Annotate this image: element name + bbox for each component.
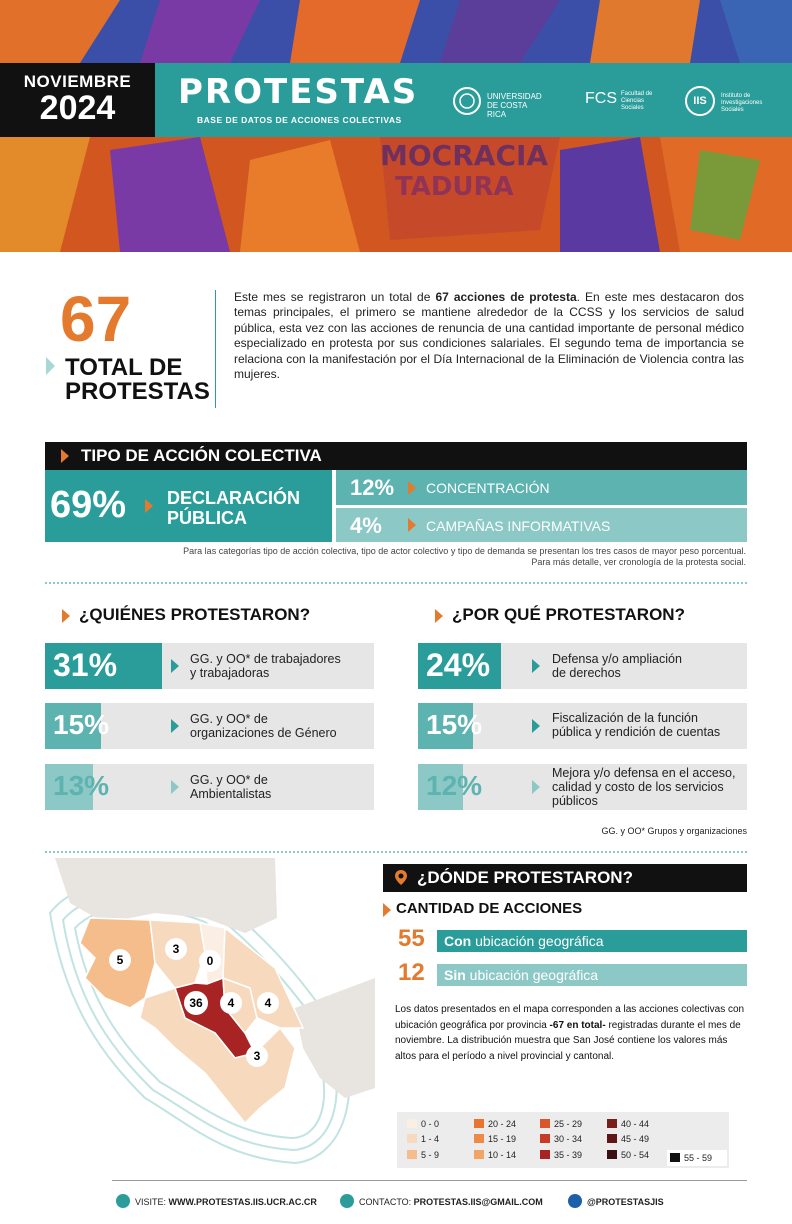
porque-arrow-icon: [435, 609, 443, 623]
tipo-second-pct: 12%: [350, 475, 395, 500]
legend-swatch-3: [474, 1119, 484, 1128]
porque-bar-3-text: [552, 766, 735, 808]
tipo-third-box: [336, 508, 747, 542]
date-box: [0, 63, 155, 137]
legend-item-12: [667, 1150, 727, 1166]
porque-bar-2-arrow-icon: [532, 719, 540, 733]
legend-swatch-6: [540, 1119, 550, 1128]
legend-label-4: 15 - 19: [488, 1134, 517, 1144]
legend-label-3: 20 - 24: [488, 1119, 517, 1129]
legend-item-10: [607, 1134, 649, 1144]
tipo-arrow-icon: [61, 449, 69, 463]
banner-text-1: MOCRACIA: [380, 139, 549, 172]
tipo-main-pct: 69%: [50, 484, 127, 526]
map-value-puntarenas: 3: [253, 1049, 261, 1063]
quienes-bar-3-arrow-icon: [171, 780, 179, 794]
sin-ubicacion-bar: [437, 964, 747, 986]
mail-icon: [340, 1194, 354, 1208]
tipo-note: [46, 546, 746, 568]
tipo-second-label: CONCENTRACIÓN: [426, 480, 550, 496]
quienes-bar-3-line-2: Ambientalistas: [190, 787, 272, 801]
porque-title: ¿POR QUÉ PROTESTARON?: [452, 605, 685, 624]
map-value-alajuela: 3: [172, 942, 180, 956]
tipo-third-label: CAMPAÑAS INFORMATIVAS: [426, 518, 611, 534]
ucr-logo: [452, 86, 482, 121]
legend-label-2: 5 - 9: [421, 1150, 440, 1160]
legend-item-5: [474, 1150, 516, 1160]
legend-label-0: 0 - 0: [421, 1119, 440, 1129]
legend-label-8: 35 - 39: [554, 1150, 583, 1160]
legend-item-6: [540, 1119, 582, 1129]
footer-visit-label: VISITE:: [135, 1197, 169, 1207]
quienes-bar-1-arrow-icon: [171, 659, 179, 673]
legend-label-12: 55 - 59: [684, 1153, 713, 1163]
porque-bar-3-line-3: públicos: [552, 794, 598, 808]
quienes-bar-2-pct: 15%: [53, 709, 110, 740]
protestas-logo-title: PROTESTAS: [178, 72, 419, 112]
legend-swatch-2: [407, 1150, 417, 1159]
legend-swatch-1: [407, 1134, 417, 1143]
legend-item-2: [407, 1150, 439, 1160]
intro-text-pre: Este mes se registraron un total de: [234, 290, 436, 304]
tipo-second-arrow-icon: [408, 481, 416, 495]
legend-swatch-0: [407, 1119, 417, 1128]
section-divider-1: [45, 582, 747, 584]
quienes-bar-2-line-1: GG. y OO* de: [190, 712, 268, 726]
con-ubicacion-bar: [437, 930, 747, 952]
ucr-seal-icon: [452, 86, 482, 116]
map-description-bold: -67 en total-: [549, 1019, 606, 1031]
footer-website[interactable]: [116, 1194, 317, 1208]
quienes-bar-3-text: [190, 773, 271, 801]
porque-bar-2-text: [552, 711, 720, 739]
legend-label-9: 40 - 44: [621, 1119, 650, 1129]
legend-label-5: 10 - 14: [488, 1150, 517, 1160]
legend-item-8: [540, 1150, 582, 1160]
map-value-limon: 4: [264, 996, 272, 1010]
quienes-bar-3: [45, 764, 374, 810]
donde-section-header: [383, 864, 747, 892]
porque-bar-3: [418, 764, 747, 810]
year-label: 2024: [39, 89, 116, 127]
legend-label-10: 45 - 49: [621, 1134, 650, 1144]
location-pin-icon: [393, 869, 409, 887]
footer-contact-label: CONTACTO:: [359, 1197, 414, 1207]
tipo-note-line-2: Para más detalle, ver cronología de la protesta social.: [531, 557, 746, 567]
legend-item-1: [407, 1134, 439, 1144]
map-value-heredia: 0: [206, 954, 214, 968]
footer-social-handle[interactable]: @PROTESTASJIS: [587, 1197, 664, 1207]
quienes-bar-1-text: [190, 652, 341, 680]
quienes-bar-2-line-2: organizaciones de Género: [190, 726, 337, 740]
banner-text-2: TADURA: [395, 172, 514, 202]
quienes-title: ¿QUIÉNES PROTESTARON?: [79, 605, 311, 624]
tipo-main-box: [45, 470, 332, 542]
legend-item-0: [407, 1119, 439, 1129]
quienes-bar-1-line-1: GG. y OO* de trabajadores: [190, 652, 341, 666]
legend-label-6: 25 - 29: [554, 1119, 583, 1129]
cantidad-arrow-icon: [383, 903, 391, 917]
legend-swatch-12: [670, 1153, 680, 1162]
intro-paragraph: [234, 290, 744, 382]
quienes-bar-2-arrow-icon: [171, 719, 179, 733]
porque-bar-1-pct: 24%: [426, 647, 491, 683]
map-description-1: Los datos presentados en el mapa corresponden a las acciones colectivas con ubicación geográfica por provincia: [395, 1004, 745, 1031]
quienes-bar-2: [45, 703, 374, 749]
tipo-main-arrow-icon: [145, 499, 153, 513]
intro-text-post: . En este mes destacaron dos temas principales, el primero se mantiene alrededor de la CCSS y los servicios de salud pública, esta vez con las acciones de renuncia de una cantidad importante de personal médico especializado en protesta por sus condiciones salariales. El segundo tema de importancia se relaciona con la manifestación por el Día Internacional de la Eliminación de Violencia contra las mujeres.: [234, 290, 744, 382]
gg-oo-footnote: GG. y OO* Grupos y organizaciones: [601, 826, 747, 836]
legend-label-11: 50 - 54: [621, 1150, 650, 1160]
fcs-logo-text: FCS: [585, 90, 617, 107]
legend-label-7: 30 - 34: [554, 1134, 583, 1144]
globe-icon: [116, 1194, 130, 1208]
total-label-line-2: PROTESTAS: [65, 378, 210, 405]
porque-bar-2-pct: 15%: [426, 709, 483, 740]
facebook-icon: [568, 1194, 582, 1208]
section-divider-2: [45, 851, 747, 853]
sin-ubicacion-bold: Sin: [444, 967, 466, 983]
footer-visit-value[interactable]: WWW.PROTESTAS.IIS.UCR.AC.CR: [168, 1197, 317, 1207]
porque-bar-3-line-2: calidad y costo de los servicios: [552, 780, 724, 794]
total-label: [65, 356, 210, 404]
intro-text-bold: 67 acciones de protesta: [435, 290, 577, 304]
porque-bar-1: [418, 643, 747, 689]
map-legend: [397, 1112, 729, 1168]
tipo-main-label-line-2: PÚBLICA: [167, 508, 247, 528]
quienes-bar-3-line-1: GG. y OO* de: [190, 773, 268, 787]
porque-bar-2-line-1: Fiscalización de la función: [552, 711, 698, 725]
map-description: [395, 1002, 747, 1064]
legend-swatch-9: [607, 1119, 617, 1128]
legend-item-7: [540, 1134, 582, 1144]
legend-item-3: [474, 1119, 516, 1129]
map-value-san-jose: 36: [189, 996, 203, 1010]
con-ubicacion-bold: Con: [444, 933, 472, 949]
quienes-bar-1: [45, 643, 374, 689]
quienes-bar-1-pct: 31%: [53, 647, 118, 683]
iis-subtitle: Instituto de Investigaciones Sociales: [721, 93, 763, 113]
tipo-second-box: [336, 470, 747, 505]
iis-logo: IIS: [685, 86, 715, 116]
map-value-cartago: 4: [227, 996, 235, 1010]
porque-bar-3-arrow-icon: [532, 780, 540, 794]
cantidad-subtitle: CANTIDAD DE ACCIONES: [396, 900, 583, 917]
legend-item-4: [474, 1134, 516, 1144]
footer-contact[interactable]: [340, 1194, 543, 1208]
tipo-third-pct: 4%: [350, 513, 382, 538]
tipo-third-arrow-icon: [408, 518, 416, 532]
total-arrow-icon: [46, 357, 55, 375]
porque-bar-2-line-2: pública y rendición de cuentas: [552, 725, 721, 739]
footer-divider: [112, 1180, 747, 1181]
tipo-note-line-1: Para las categorías tipo de acción colectiva, tipo de actor colectivo y tipo de demanda se presentan los tres casos de mayor peso porcentual.: [183, 546, 746, 556]
legend-swatch-5: [474, 1150, 484, 1159]
quienes-bar-1-line-2: y trabajadoras: [190, 666, 270, 680]
quienes-bar-2-text: [190, 712, 337, 740]
con-ubicacion-number: 55: [398, 925, 425, 952]
legend-label-1: 1 - 4: [421, 1134, 440, 1144]
tipo-main-label: [167, 488, 300, 528]
tipo-title: TIPO DE ACCIÓN COLECTIVA: [81, 446, 322, 465]
divider-line: [215, 290, 216, 408]
costa-rica-map: [45, 858, 375, 1170]
legend-swatch-11: [607, 1150, 617, 1159]
fcs-subtitle: Facultad de Ciencias Sociales: [621, 91, 653, 111]
map-value-guanacaste: 5: [116, 953, 124, 967]
protestas-logo-subtitle: BASE DE DATOS DE ACCIONES COLECTIVAS: [197, 115, 402, 125]
legend-swatch-4: [474, 1134, 484, 1143]
footer-contact-value[interactable]: PROTESTAS.IIS@GMAIL.COM: [413, 1197, 543, 1207]
legend-item-9: [607, 1119, 649, 1129]
sin-ubicacion-rest: ubicación geográfica: [465, 967, 599, 983]
map-description-2: registradas durante el mes de noviembre. La distribución muestra que San José contiene los valores más altos para el período a nivel provincial y cantonal.: [395, 1019, 741, 1062]
legend-swatch-10: [607, 1134, 617, 1143]
legend-swatch-7: [540, 1134, 550, 1143]
ucr-name: UNIVERSIDAD DE COSTA RICA: [487, 92, 542, 119]
con-ubicacion-rest: ubicación geográfica: [471, 933, 604, 949]
porque-bar-1-line-1: Defensa y/o ampliación: [552, 652, 682, 666]
tipo-section-header: [45, 442, 747, 470]
porque-bar-1-text: [552, 652, 682, 680]
tipo-main-label-line-1: DECLARACIÓN: [167, 488, 300, 508]
porque-bar-1-arrow-icon: [532, 659, 540, 673]
costa-rica-map-svg: [45, 858, 375, 1170]
porque-bar-2: [418, 703, 747, 749]
porque-bar-1-line-2: de derechos: [552, 666, 621, 680]
month-label: NOVIEMBRE: [23, 72, 132, 91]
porque-bar-3-pct: 12%: [426, 770, 483, 801]
legend-swatch-8: [540, 1150, 550, 1159]
quienes-arrow-icon: [62, 609, 70, 623]
quienes-bar-3-pct: 13%: [53, 770, 110, 801]
sin-ubicacion-number: 12: [398, 959, 425, 986]
legend-item-11: [607, 1150, 649, 1160]
footer-social[interactable]: [568, 1194, 664, 1208]
porque-bar-3-line-1: Mejora y/o defensa en el acceso,: [552, 766, 736, 780]
total-label-line-1: TOTAL DE: [65, 354, 183, 381]
donde-title: ¿DÓNDE PROTESTARON?: [417, 868, 633, 887]
total-number: 67: [60, 283, 132, 355]
